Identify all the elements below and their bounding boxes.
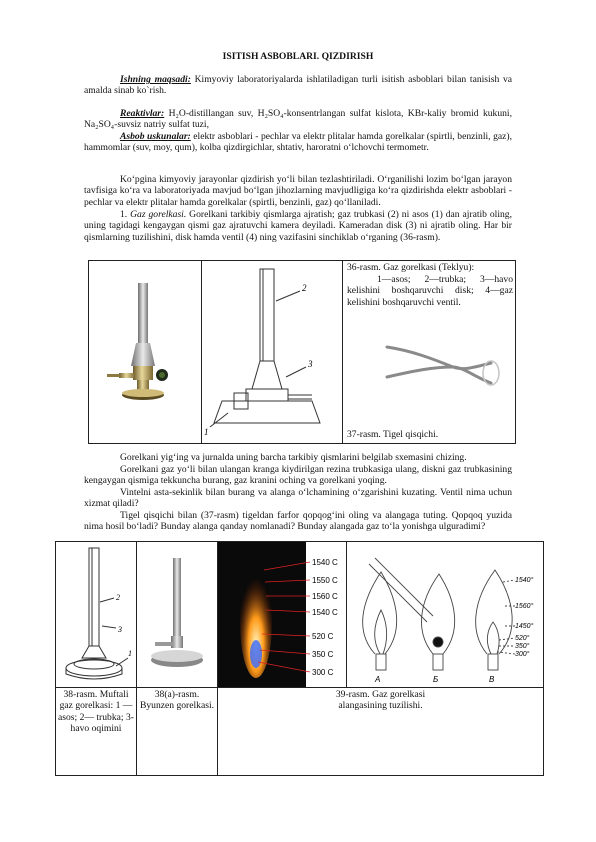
- sketch-temp-5: 350°: [515, 643, 530, 650]
- fig38-caption: 38-rasm. Muftali gaz gorelkasi: 1 —asos; 2— trubka; 3-havo oqimini: [56, 688, 137, 776]
- muftali-burner-drawing: [56, 542, 136, 687]
- reagents-paragraph: [84, 108, 512, 131]
- flame-temp-1: 1540 C: [312, 558, 338, 567]
- sketch-letter-a: A: [375, 675, 381, 684]
- intro-paragraph: Ko‘pgina kimyoviy jarayonlar qizdirish yo‘li bilan tezlashtiriladi. O‘rganilishi lozim bo‘lgan jarayon tavfisiga ko‘ra va laboratoriyada mavjud bo‘lgan jihozlarning mavjudligiga ko‘ra qizdirishda elektr asboblari - pechlar va elektr plitalar hamda gorelkalar (spirtli, benzinli, gaz) qo‘llaniladi.: [84, 174, 512, 208]
- teclu-burner-drawing: [202, 261, 342, 443]
- muftali-label-1: 1: [128, 649, 132, 658]
- burner-label-1: 1: [204, 427, 209, 437]
- figure-table-36-37: [88, 260, 516, 444]
- para-valve: Vintelni asta-sekinlik bilan burang va alanga o‘lchamining o‘zgarishini kuzating. Ventil nima uchun xizmat qiladi?: [84, 487, 512, 510]
- figure-table-38-39: [55, 541, 544, 776]
- flame-temp-7: 300 C: [312, 668, 334, 677]
- muftali-label-2: 2: [116, 593, 120, 602]
- step1-paragraph: [84, 209, 512, 243]
- equipment-paragraph: [84, 131, 512, 154]
- caption-and-tongs-cell: [343, 261, 516, 444]
- sketch-temp-6: 300°: [515, 651, 530, 658]
- page-title: ISITISH ASBOBLARI. QIZDIRISH: [222, 51, 374, 62]
- para-connect: Gorelkani gaz yo‘li bilan ulangan kranga kiydirilgan rezina trubkasiga ulang, diskni gaz trubkasining kengaygan qismiga tekkuncha burang, gaz kranini oching va gorelkani yoqing.: [84, 464, 512, 487]
- bunsen-burner-photo: [137, 542, 217, 687]
- flame-temp-2: 1550 C: [312, 576, 338, 585]
- sketch-temp-3: 1450°: [515, 623, 534, 630]
- flame-sketch-cell: [347, 542, 544, 688]
- aim-paragraph: [84, 74, 512, 97]
- fig39-caption: 39-rasm. Gaz gorelkasi alangasining tuzilishi.: [218, 688, 544, 776]
- flame-temp-4: 1540 C: [312, 608, 338, 617]
- reagents-text: H₂O-distillangan suv, H₂SO₄-konsentrlangan sulfat kislota, KBr-kaliy bromid kukuni, Na₂SO₄-suvsiz natriy sulfat tuzi,: [84, 108, 512, 131]
- burner-label-2: 2: [302, 283, 307, 293]
- step1-label: Gaz gorelkasi.: [130, 209, 187, 220]
- sketch-temp-4: 520°: [515, 635, 530, 642]
- flame-structure-sketch: [347, 542, 543, 687]
- flame-temp-5: 520 C: [312, 632, 334, 641]
- sketch-temp-1: 1540°: [515, 577, 534, 584]
- para-tongs: Tigel qisqichi bilan (37-rasm) tigeldan farfor qopqog‘ini oling va alangaga tuting. Qopqoq yuzida nima hosil bo‘ladi? Bunday alanga qanday nomlanadi? Bunday alangada gaz to‘la yonishga ulguradimi?: [84, 510, 512, 533]
- sketch-letter-v: B: [489, 675, 495, 684]
- drawing-teclu-burner-cell: [202, 261, 343, 444]
- fig36-caption: 36-rasm. Gaz gorelkasi (Teklyu):: [347, 262, 475, 273]
- equipment-text: elektr asboblari - pechlar va elektr plitalar hamda gorelkalar (spirtli, benzinli, gaz), hammomlar (suv, moy, qum), kolba qizdirgichlar, shtativ, haroratni o‘lchovchi termometr.: [84, 131, 512, 154]
- muftali-burner-drawing-cell: [56, 542, 137, 688]
- burner-label-3: 3: [308, 359, 313, 369]
- flame-temp-6: 350 C: [312, 650, 334, 659]
- bunsen-burner-photo-cell: [137, 542, 218, 688]
- teclu-burner-photo: [89, 261, 201, 443]
- flame-photo-cell: [218, 542, 347, 688]
- sketch-temp-2: 1560°: [515, 603, 534, 610]
- photo-teclu-burner-cell: [89, 261, 202, 444]
- flame-temp-3: 1560 C: [312, 592, 338, 601]
- aim-label: Ishning maqsadi:: [120, 74, 191, 85]
- flame-temperature-photo: [218, 542, 346, 687]
- fig36-legend: 1—asos; 2—trubka; 3—havo kelishini boshqaruvchi disk; 4—gaz kelishini boshqaruvchi ventil.: [347, 274, 513, 308]
- sketch-letter-b: Б: [433, 675, 439, 684]
- reagents-label: Reaktivlar:: [120, 108, 165, 119]
- step1-number: 1.: [120, 209, 131, 220]
- fig37-caption: 37-rasm. Tigel qisqichi.: [347, 429, 439, 440]
- equipment-label: Asbob uskunalar:: [120, 131, 191, 142]
- para-assemble: Gorelkani yig‘ing va jurnalda uning barcha tarkibiy qismlarini belgilab sxemasini chizing.: [120, 452, 467, 463]
- muftali-label-3: 3: [118, 625, 122, 634]
- aim-text: Kimyoviy laboratoriyalarda ishlatiladigan turli isitish asboblari bilan tanisish va amalda sinab ko`rish.: [84, 74, 512, 97]
- step1-text: Gorelkani tarkibiy qismlarga ajratish; gaz trubkasi (2) ni asos (1) dan ajratib oling, uning tagidagi kengaygan qismi gaz ajratuvchi kamera deyiladi. Kameradan disk (3) ni ajratib oling. Har bir qismlarning tuzilishini, disk hamda ventil (4) ning vazifasini sinchiklab o‘rganing (36-rasm).: [84, 209, 513, 243]
- fig38a-caption: 38(a)-rasm. Byunzen gorelkasi.: [137, 688, 218, 776]
- crucible-tongs-image: [383, 337, 503, 407]
